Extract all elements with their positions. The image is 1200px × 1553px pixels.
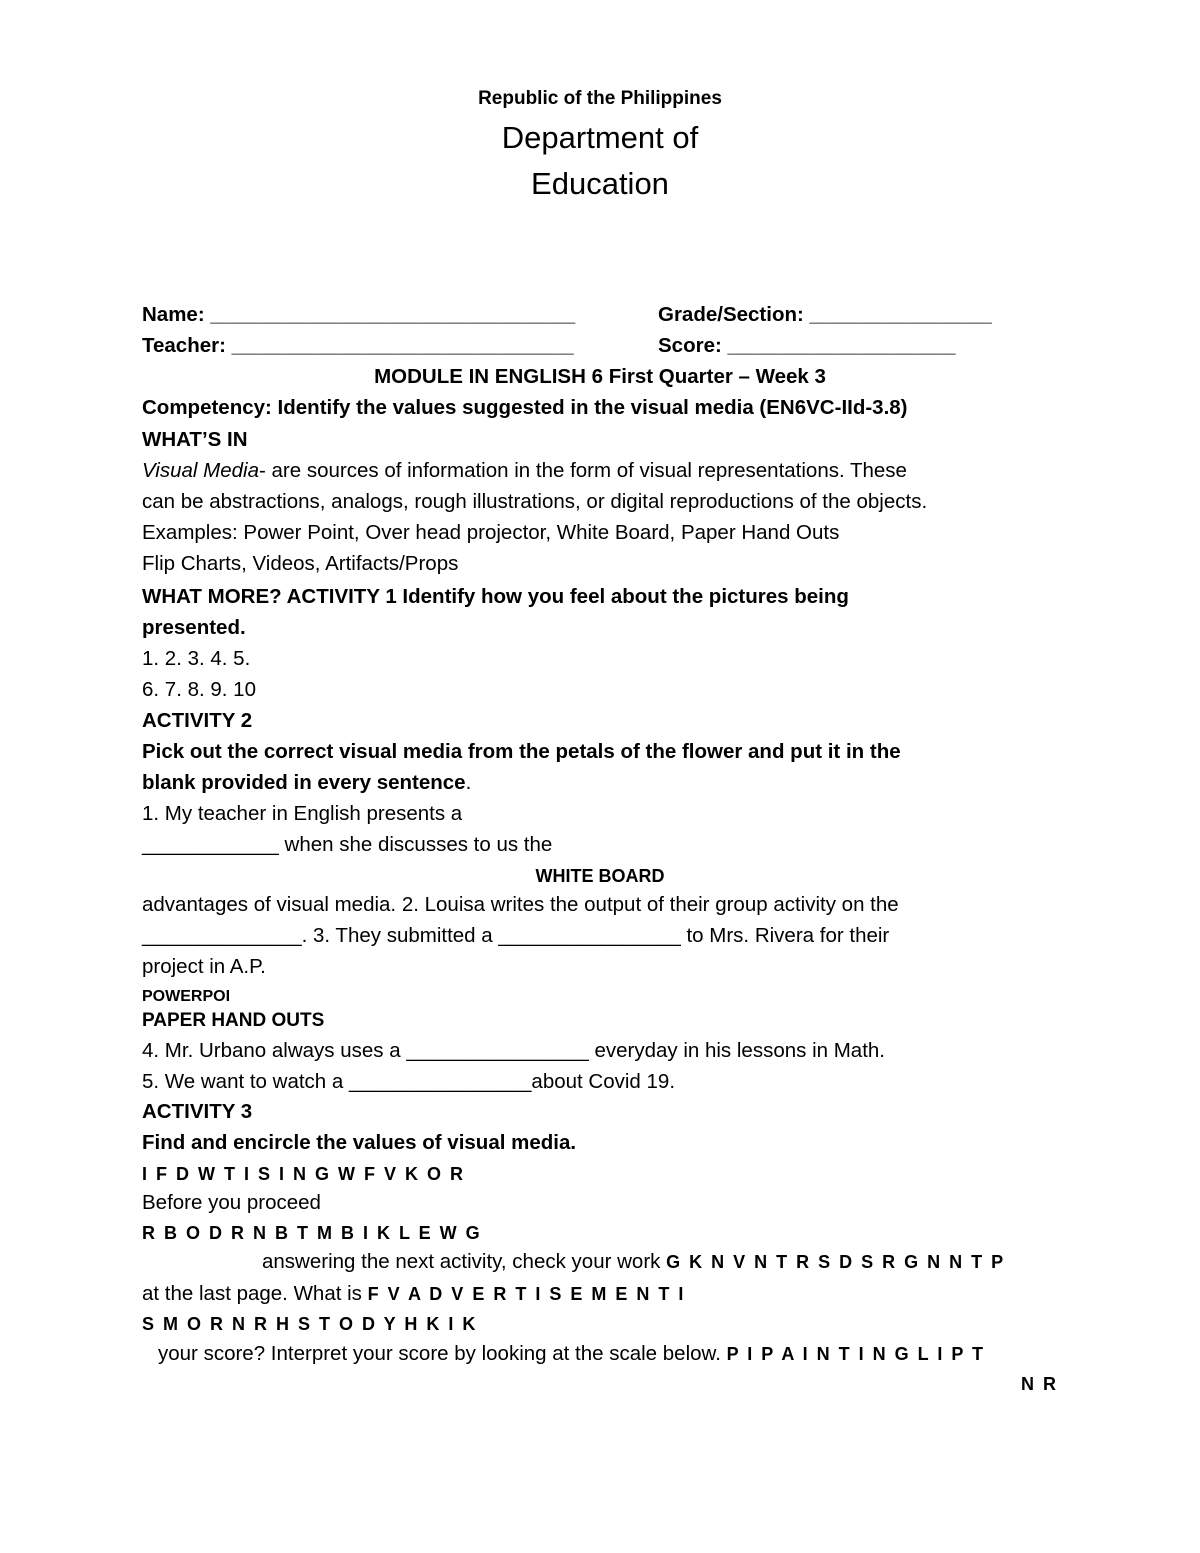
word-search-row3: G K N V N T R S D S R G N N T P (666, 1252, 1006, 1272)
before-you-proceed: Before you proceed (142, 1191, 321, 1214)
activity2-instruction-period: . (465, 771, 472, 794)
word-search-row1: I F D W T I S I N G W F V K O R (142, 1164, 465, 1184)
activity3-line4 (142, 1282, 685, 1306)
activity2-sentence2a: advantages of visual media. 2. Louisa writes the output of their group activity on the (142, 893, 899, 916)
whats-in-line1-rest: - are sources of information in the form of visual representations. These (259, 459, 907, 482)
activity3-heading: ACTIVITY 3 (142, 1100, 253, 1123)
word-search-row7: N R (1021, 1374, 1058, 1394)
activity1-numbers-row1: 1. 2. 3. 4. 5. (142, 647, 251, 670)
activity3-line3-text: answering the next activity, check your work (262, 1250, 661, 1273)
activity2-sentence2c: project in A.P. (142, 955, 266, 978)
visual-media-term: Visual Media (142, 459, 259, 482)
activity2-instruction-line2-text: blank provided in every sentence (142, 771, 466, 794)
word-search-row5: S M O R N R H S T O D Y H K I K (142, 1314, 478, 1334)
activity3-line6 (158, 1342, 985, 1366)
activity3-line3 (262, 1250, 1005, 1274)
whats-in-line2: can be abstractions, analogs, rough illustrations, or digital reproductions of the objects. (142, 490, 928, 513)
choice-powerpoi: POWERPOI (142, 988, 231, 1005)
activity1-line1: WHAT MORE? ACTIVITY 1 Identify how you feel about the pictures being (142, 585, 849, 608)
activity2-sentence4: 4. Mr. Urbano always uses a ________________ everyday in his lessons in Math. (142, 1039, 886, 1062)
activity2-sentence5: 5. We want to watch a ________________about Covid 19. (142, 1070, 676, 1093)
department-heading-line2: Education (531, 166, 669, 201)
word-search-row4: F V A D V E R T I S E M E N T I (367, 1284, 686, 1304)
activity2-instruction-line2 (142, 771, 471, 795)
whats-in-line3: Examples: Power Point, Over head projector, White Board, Paper Hand Outs (142, 521, 840, 544)
activity2-sentence1a: 1. My teacher in English presents a (142, 802, 463, 825)
whats-in-line4: Flip Charts, Videos, Artifacts/Props (142, 552, 459, 575)
activity3-instruction: Find and encircle the values of visual media. (142, 1131, 577, 1154)
republic-heading: Republic of the Philippines (478, 88, 722, 109)
whats-in-heading: WHAT’S IN (142, 428, 248, 451)
activity1-numbers-row2: 6. 7. 8. 9. 10 (142, 678, 256, 701)
activity2-heading: ACTIVITY 2 (142, 709, 253, 732)
name-field: Name: ________________________________ (142, 303, 576, 326)
teacher-field: Teacher: ______________________________ (142, 334, 574, 357)
word-search-row6: P I P A I N T I N G L I P T (726, 1344, 986, 1364)
choice-paper-hand-outs: PAPER HAND OUTS (142, 1010, 325, 1031)
module-title: MODULE IN ENGLISH 6 First Quarter – Week 3 (374, 365, 826, 388)
activity2-sentence2b: ______________. 3. They submitted a ________________ to Mrs. Rivera for their (142, 924, 890, 947)
word-search-row2: R B O D R N B T M B I K L E W G (142, 1223, 482, 1243)
score-field: Score: ____________________ (658, 334, 956, 357)
department-heading-line1: Department of (501, 120, 699, 155)
activity1-line2: presented. (142, 616, 246, 639)
competency-line: Competency: Identify the values suggested in the visual media (EN6VC-IId-3.8) (142, 396, 908, 419)
whats-in-line1 (142, 459, 907, 483)
activity3-line4-text: at the last page. What is (142, 1282, 362, 1305)
activity3-line6-text: your score? Interpret your score by looking at the scale below. (158, 1342, 721, 1365)
grade-section-field: Grade/Section: ________________ (658, 303, 992, 326)
activity2-sentence1b: ____________ when she discusses to us the (142, 833, 553, 856)
activity2-instruction-line1: Pick out the correct visual media from the petals of the flower and put it in the (142, 740, 901, 763)
choice-white-board: WHITE BOARD (535, 866, 665, 886)
